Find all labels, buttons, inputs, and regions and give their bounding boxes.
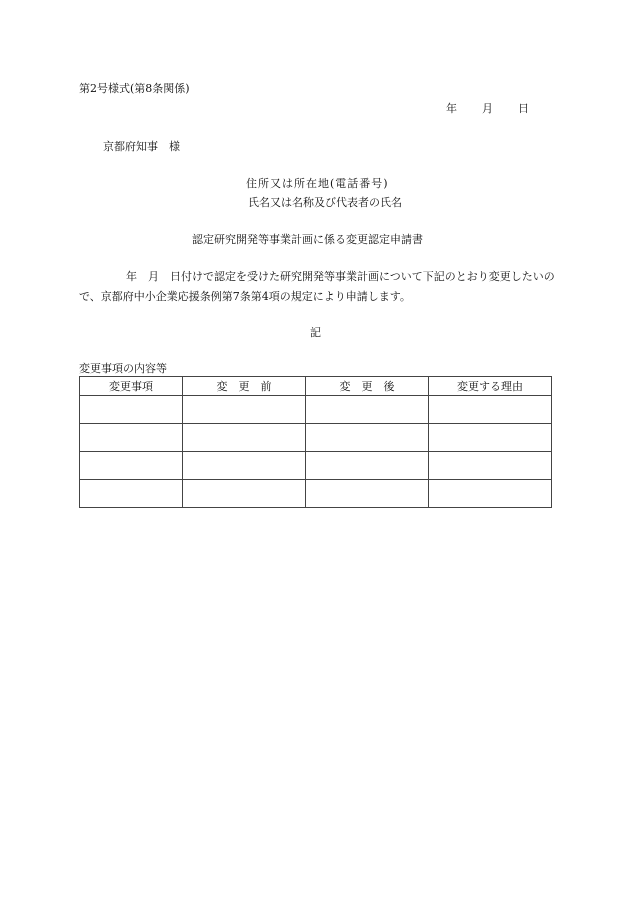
date-year: 年 [446, 102, 457, 115]
addressee: 京都府知事 様 [103, 140, 180, 153]
table-cell[interactable] [306, 452, 429, 480]
table-caption: 変更事項の内容等 [79, 362, 167, 375]
table-row [80, 424, 552, 452]
table-cell[interactable] [306, 424, 429, 452]
table-row [80, 396, 552, 424]
table-cell[interactable] [429, 424, 552, 452]
table-header-row [80, 377, 552, 396]
table-row [80, 480, 552, 508]
header-change-item: 変更事項 [80, 377, 183, 396]
table-cell[interactable] [306, 480, 429, 508]
ki-heading: 記 [310, 326, 321, 339]
applicant-name-label: 氏名又は名称及び代表者の氏名 [248, 196, 402, 209]
table-row [80, 452, 552, 480]
table-cell[interactable] [80, 480, 183, 508]
table-cell[interactable] [429, 480, 552, 508]
body-text: 年 月 日付けで認定を受けた研究開発等事業計画について下記のとおり変更したいので、京都府中小企業応援条例第7条第4項の規定により申請します。 [79, 270, 555, 303]
table-cell[interactable] [306, 396, 429, 424]
form-number: 第2号様式(第8条関係) [79, 82, 190, 95]
body-paragraph [79, 267, 555, 307]
date-line [446, 100, 529, 116]
table-cell[interactable] [80, 424, 183, 452]
table-cell[interactable] [183, 452, 306, 480]
header-before-change: 変 更 前 [183, 377, 306, 396]
date-month: 月 [482, 102, 493, 115]
table-cell[interactable] [80, 396, 183, 424]
table-cell[interactable] [183, 396, 306, 424]
table-cell[interactable] [183, 424, 306, 452]
date-day: 日 [518, 102, 529, 115]
changes-table [79, 376, 552, 508]
document-title: 認定研究開発等事業計画に係る変更認定申請書 [192, 233, 423, 246]
table-cell[interactable] [429, 396, 552, 424]
header-reason: 変更する理由 [429, 377, 552, 396]
header-after-change: 変 更 後 [306, 377, 429, 396]
applicant-address-label: 住所又は所在地(電話番号) [246, 177, 389, 190]
table-cell[interactable] [183, 480, 306, 508]
table-cell[interactable] [80, 452, 183, 480]
table-cell[interactable] [429, 452, 552, 480]
